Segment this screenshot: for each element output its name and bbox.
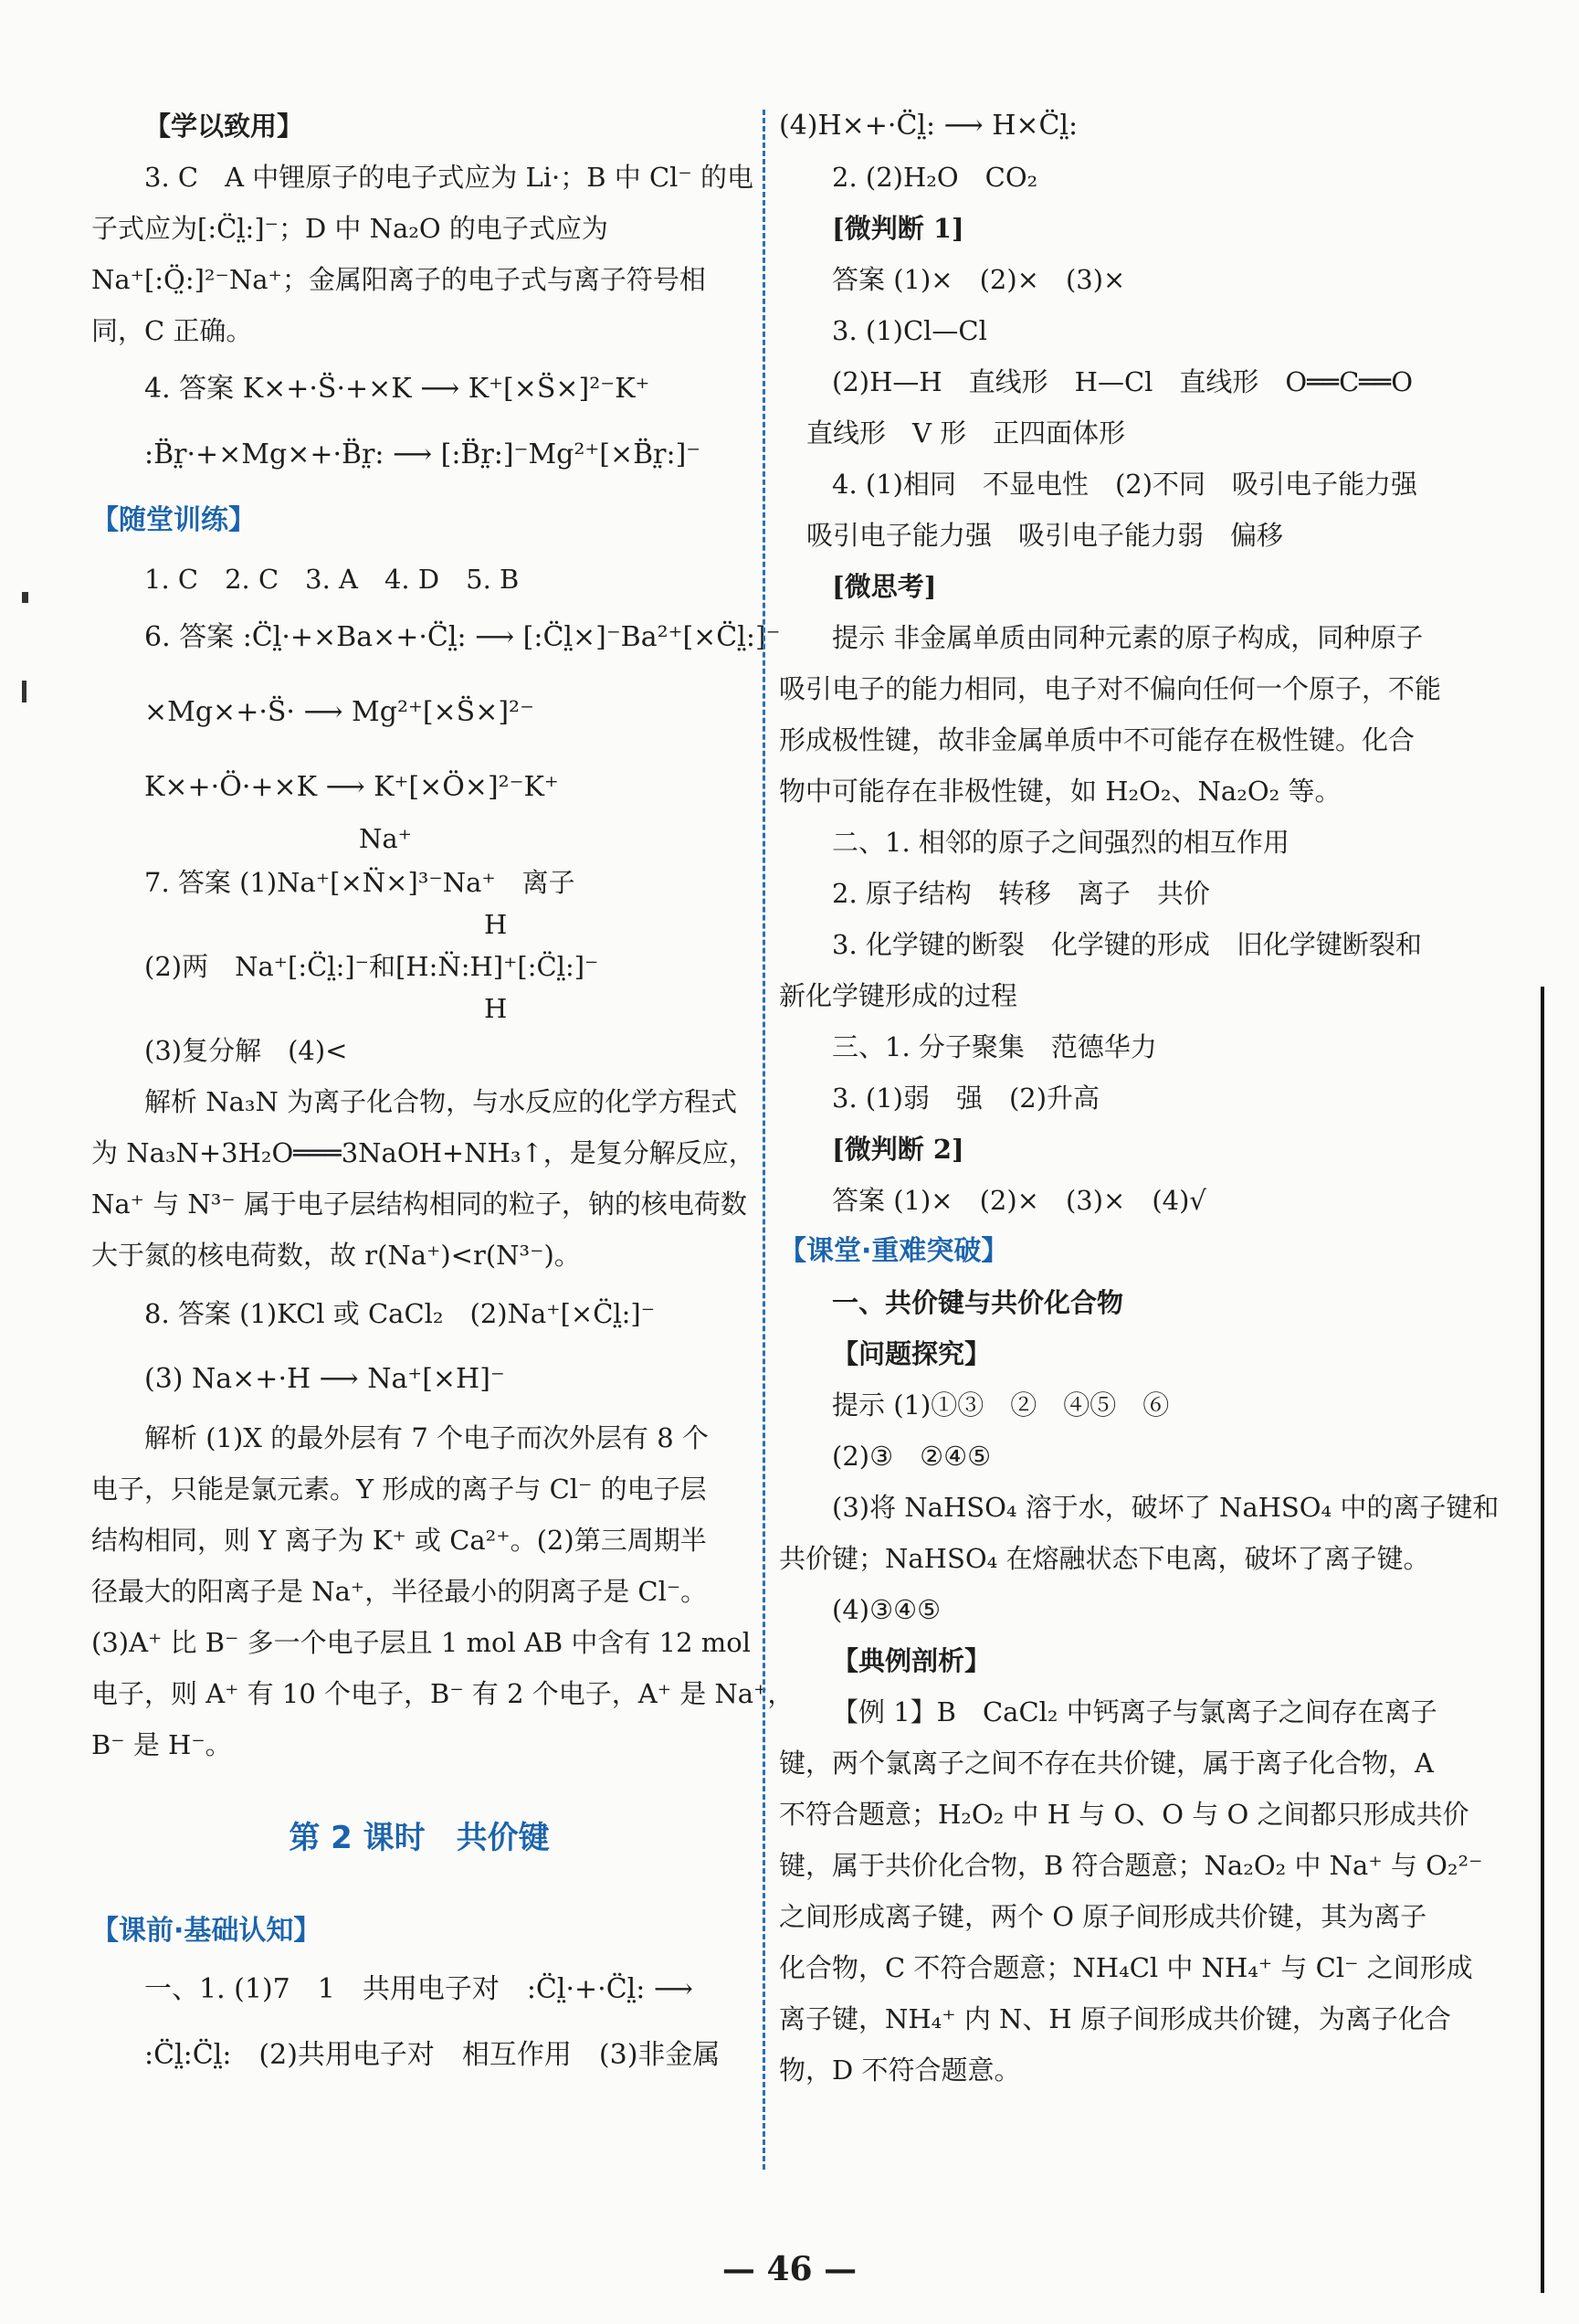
answer-line: 4. (1)相同 不显电性 (2)不同 吸引电子能力强 [832, 469, 1418, 500]
section-heading-ke-qian: 【课前·基础认知】 [91, 1915, 321, 1947]
hint-line: 形成极性键，故非金属单质中不可能存在极性键。化合 [779, 724, 1416, 755]
answer-line: 1. C 2. C 3. A 4. D 5. B [144, 564, 520, 595]
example-line: 物，D 不符合题意。 [779, 2055, 1021, 2086]
answer-line: 7. 答案 (1)Na⁺[×N̈×]³⁻Na⁺ 离子 [144, 867, 575, 898]
lesson-title: 第 2 课时 共价键 [289, 1820, 550, 1856]
answer-line: 二、1. 相邻的原子之间强烈的相互作用 [832, 827, 1290, 858]
example-line: 离子键，NH₄⁺ 内 N、H 原子间形成共价键，为离子化合 [779, 2003, 1451, 2034]
example-line: 之间形成离子键，两个 O 原子间形成共价键，其为离子 [779, 1901, 1427, 1932]
answer-line: 子式应为[:C̈l̤:]⁻；D 中 Na₂O 的电子式应为 [91, 213, 608, 244]
answer-line: 2. 原子结构 转移 离子 共价 [832, 878, 1210, 909]
answer-line: (3)复分解 (4)< [144, 1035, 348, 1066]
subheading-wei-pan-duan-2: [微判断 2] [832, 1134, 964, 1165]
section-heading-ke-tang: 【课堂·重难突破】 [779, 1235, 1009, 1267]
explanation-line: B⁻ 是 H⁻。 [91, 1729, 232, 1760]
right-column [779, 100, 1500, 2096]
subheading-dian-li-pou-xi: 【典例剖析】 [832, 1645, 992, 1676]
example-line: 化合物，C 不符合题意；NH₄Cl 中 NH₄⁺ 与 Cl⁻ 之间形成 [779, 1952, 1473, 1983]
explanation-line: 大于氮的核电荷数，故 r(Na⁺)<r(N³⁻)。 [91, 1240, 581, 1271]
explanation-line: 结构相同，则 Y 离子为 K⁺ 或 Ca²⁺。(2)第三周期半 [91, 1525, 707, 1556]
answer-line: 3. 化学键的断裂 化学键的形成 旧化学键断裂和 [832, 929, 1422, 960]
explanation-line: Na⁺ 与 N³⁻ 属于电子层结构相同的粒子，钠的核电荷数 [91, 1188, 747, 1220]
subheading-wei-pan-duan-1: [微判断 1] [832, 213, 964, 244]
answer-line: 3. C A 中锂原子的电子式应为 Li·；B 中 Cl⁻ 的电 [144, 162, 753, 193]
answer-line: 3. (1)弱 强 (2)升高 [832, 1083, 1100, 1114]
answer-line: 8. 答案 (1)KCl 或 CaCl₂ (2)Na⁺[×C̈l̤:]⁻ [144, 1298, 656, 1329]
answer-line: 直线形 V 形 正四面体形 [806, 417, 1126, 449]
hint-line: 共价键；NaHSO₄ 在熔融状态下电离，破坏了离子键。 [779, 1543, 1430, 1574]
electron-formula: 4. 答案 K×+·S̈·+×K ⟶ K⁺[×S̈×]²⁻K⁺ [144, 373, 650, 405]
formula-subscript-label: H [484, 993, 508, 1024]
page-number: — 46 — [721, 2250, 858, 2288]
answer-line: 2. (2)H₂O CO₂ [832, 162, 1038, 193]
hint-line: 吸引电子的能力相同，电子对不偏向任何一个原子，不能 [779, 673, 1442, 704]
scan-mark [22, 592, 28, 603]
hint-line: 提示 (1)①③ ② ④⑤ ⑥ [832, 1389, 1170, 1421]
answer-line: :C̈l̤:C̈l̤: (2)共用电子对 相互作用 (3)非金属 [144, 2039, 721, 2071]
answer-line: 三、1. 分子聚集 范德华力 [832, 1031, 1157, 1062]
hint-line: (4)③④⑤ [832, 1594, 942, 1625]
scan-edge-rule [1541, 987, 1544, 2293]
explanation-line: 电子，则 A⁺ 有 10 个电子，B⁻ 有 2 个电子，A⁺ 是 Na⁺， [91, 1678, 795, 1709]
answer-line: 一、1. (1)7 1 共用电子对 :C̈l̤·+·C̈l̤: ⟶ [144, 1973, 693, 2005]
example-line: 不符合题意；H₂O₂ 中 H 与 O、O 与 O 之间都只形成共价 [779, 1799, 1469, 1830]
electron-formula: K×+·Ö·+×K ⟶ K⁺[×Ö×]²⁻K⁺ [144, 771, 559, 803]
heading-xue-yi-zhi-yong: 【学以致用】 [144, 111, 304, 142]
answer-line: (2)H—H 直线形 H—Cl 直线形 O══C══O [832, 366, 1413, 397]
hint-line: 物中可能存在非极性键，如 H₂O₂、Na₂O₂ 等。 [779, 776, 1342, 807]
answer-line: 吸引电子能力强 吸引电子能力弱 偏移 [806, 520, 1284, 551]
scan-mark [22, 681, 26, 702]
hint-line: 提示 非金属单质由同种元素的原子构成，同种原子 [832, 622, 1424, 653]
electron-formula: :B̈r̤·+×Mg×+·B̈r̤: ⟶ [:B̈r̤:]⁻Mg²⁺[×B̈r̤:]⁻ [144, 438, 701, 470]
explanation-line: 径最大的阳离子是 Na⁺，半径最小的阴离子是 Cl⁻。 [91, 1576, 708, 1607]
answer-line: 答案 (1)× (2)× (3)× [832, 264, 1126, 295]
explanation-line: 电子，只能是氯元素。Y 形成的离子与 Cl⁻ 的电子层 [91, 1474, 707, 1505]
subheading-wei-si-kao: [微思考] [832, 571, 937, 602]
example-line: 键，两个氯离子之间不存在共价键，属于离子化合物，A [779, 1748, 1434, 1779]
electron-formula: (3) Na×+·H ⟶ Na⁺[×H]⁻ [144, 1363, 505, 1395]
section-heading-sui-tang-xun-lian: 【随堂训练】 [91, 504, 256, 536]
answer-line: 答案 (1)× (2)× (3)× (4)√ [832, 1185, 1206, 1216]
formula-superscript-label: Na⁺ [359, 823, 412, 854]
explanation-line: 解析 Na₃N 为离子化合物，与水反应的化学方程式 [144, 1086, 738, 1117]
subheading-gong-jia-jian: 一、共价键与共价化合物 [832, 1287, 1124, 1318]
explanation-line: 解析 (1)X 的最外层有 7 个电子而次外层有 8 个 [144, 1422, 709, 1453]
example-line: 键，属于共价化合物，B 符合题意；Na₂O₂ 中 Na⁺ 与 O₂²⁻ [779, 1850, 1483, 1881]
subheading-wen-ti-tan-jiu: 【问题探究】 [832, 1338, 992, 1369]
left-column [91, 100, 795, 2088]
explanation-line: (3)A⁺ 比 B⁻ 多一个电子层且 1 mol AB 中含有 12 mol [91, 1627, 751, 1658]
column-divider [763, 110, 765, 2170]
answer-line: 同，C 正确。 [91, 315, 253, 346]
formula-superscript-label: H [484, 909, 508, 940]
explanation-line: 为 Na₃N+3H₂O═══3NaOH+NH₃↑，是复分解反应， [91, 1137, 755, 1168]
answer-line: Na⁺[:Ö̤:]²⁻Na⁺；金属阳离子的电子式与离子符号相 [91, 264, 706, 295]
answer-line: 新化学键形成的过程 [779, 980, 1018, 1011]
electron-formula: 6. 答案 :C̈l̤·+×Ba×+·C̈l̤: ⟶ [:C̈l̤×]⁻Ba²⁺[×C̈l̤:]⁻ [144, 621, 781, 653]
electron-formula: ×Mg×+·S̈· ⟶ Mg²⁺[×S̈×]²⁻ [144, 696, 534, 728]
hint-line: (3)将 NaHSO₄ 溶于水，破坏了 NaHSO₄ 中的离子键和 [832, 1492, 1500, 1523]
answer-line: (2)两 Na⁺[:C̈l̤:]⁻和[H:N̈:H]⁺[:C̈l̤:]⁻ [144, 951, 599, 982]
hint-line: (2)③ ②④⑤ [832, 1441, 992, 1472]
example-line: 【例 1】B CaCl₂ 中钙离子与氯离子之间存在离子 [832, 1696, 1437, 1727]
electron-formula: (4)H×+·C̈l̤: ⟶ H×C̈l̤: [779, 110, 1079, 142]
answer-line: 3. (1)Cl—Cl [832, 315, 987, 346]
